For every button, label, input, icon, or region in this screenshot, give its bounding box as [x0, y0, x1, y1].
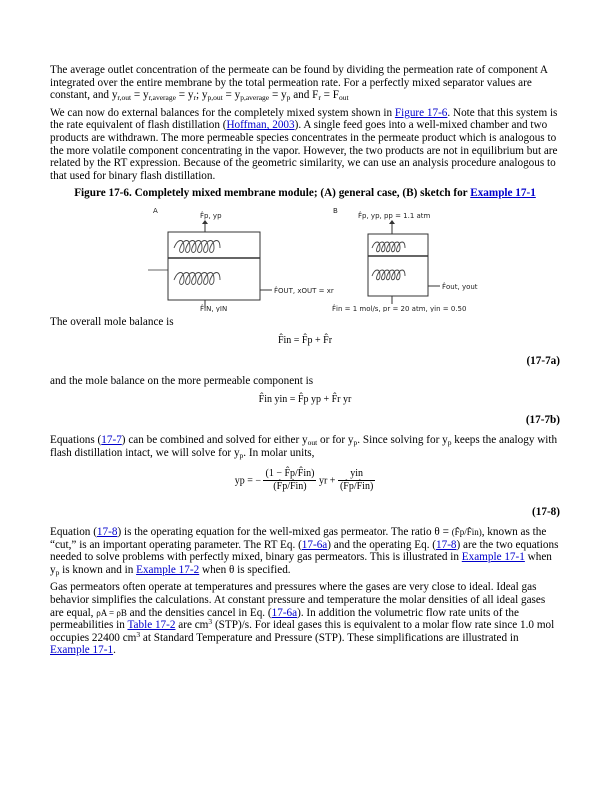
- p1-tail-segment: = y: [269, 89, 287, 102]
- equation-17-8: yp = − $\frac{(1 - F̂p/F̂in)}{(F̂p/F̂in)}$ yr + $\frac{\text{yin}}{(F̂p/F̂in)}$: [234, 467, 374, 493]
- link-table-17-2[interactable]: Table 17-2: [127, 619, 176, 632]
- mixer-coil-a-bottom: [174, 272, 220, 284]
- p1-tail-segment: = y: [222, 89, 241, 102]
- link-equation-17-6a-second[interactable]: 17-6a: [271, 606, 298, 619]
- link-hoffman-2003[interactable]: Hoffman, 2003: [226, 119, 295, 132]
- equation-number-17-7b: (17-7b): [525, 413, 560, 426]
- link-example-17-1-final[interactable]: Example 17-1: [50, 644, 114, 657]
- paragraph-combine-equations: Equations (17-7) can be combined and solved for either $y_{out}$ or for $y_p$. Since solving for $y_p$ keeps the analogy with flash distillation intact, we will solve for $y_p$. In molar units,: [50, 434, 558, 460]
- figure-a-outlet-label: F̂OUT, xOUT = xr: [274, 286, 334, 295]
- p1-tail-segment: r: [318, 93, 321, 103]
- figure-b-outlet-label: F̂out, yout: [442, 282, 478, 291]
- link-example-17-1[interactable]: Example 17-1: [461, 551, 525, 564]
- paragraph-component-balance: and the mole balance on the more permeable component is: [50, 375, 314, 388]
- p1-tail-segment: = y: [131, 89, 149, 102]
- p1-tail-segment: p,average: [240, 93, 270, 103]
- link-example-17-1-caption[interactable]: Example 17-1: [470, 187, 536, 200]
- p1-tail-segment: = F: [320, 89, 339, 102]
- p1-tail-segment: r,out: [117, 93, 132, 103]
- paragraph-overall-balance: The overall mole balance is: [50, 315, 174, 328]
- module-a-box: [168, 232, 260, 300]
- paragraph-external-balances: We can now do external balances for the completely mixed system shown in Figure 17-6. Note that this system is the rate equivalent of flash distillation (Hoffman, 2003). A single feed goes into a well-mixed chamber and two products are withdrawn. The more permeable species concentrates in the permeate product which is analogous to the more volatile component concentrating in the vapor. However, the two products are not in equilibrium but are related by the RT expression. Because of the geometric similarity, we can use an analysis procedure analogous to that used for binary flash distillation.: [50, 106, 558, 182]
- figure-a-permeate-label: F̂p, yp: [200, 211, 222, 220]
- p1-tail-segment: out: [339, 93, 349, 103]
- membrane-module-diagram: [50, 204, 560, 312]
- link-example-17-2[interactable]: Example 17-2: [136, 563, 200, 576]
- mixer-coil-a-top: [174, 240, 220, 252]
- p1-tail-segment: r,average: [148, 93, 176, 103]
- module-b-box: [368, 234, 428, 296]
- paragraph-average-outlet: The average outlet concentration of the permeate can be found by dividing the permeation rate of component A integrated over the entire membrane by the total permeation rate. For a perfectly mixed separator values are constant, and $y_{r,out} = y_{r,average} = y_r$; $y_{p,out} = y_{p,average} = y_p$ and $F_r = F_{out}$: [50, 64, 548, 103]
- p1-tail-segment: p: [286, 93, 291, 103]
- figure-17-6: [50, 204, 560, 312]
- link-equation-17-8-second[interactable]: 17-8: [436, 538, 457, 551]
- equation-number-17-8: (17-8): [532, 505, 560, 518]
- figure-caption: Figure 17-6. Completely mixed membrane module; (A) general case, (B) sketch for Example 17-1: [74, 187, 536, 200]
- p1-tail-segment: = y: [175, 89, 194, 102]
- equation-17-7b: F̂in yin = F̂p yp + F̂r yr: [258, 393, 352, 405]
- p1-tail-segment: r: [193, 93, 196, 103]
- p1-tail-segment: ; y: [195, 89, 208, 102]
- equation-number-17-7a: (17-7a): [526, 354, 560, 367]
- figure-label-b: B: [333, 206, 338, 215]
- mixer-coil-b-top: [372, 242, 405, 252]
- document-page: [50, 64, 560, 662]
- link-equation-17-8[interactable]: 17-8: [96, 526, 118, 539]
- p1-tail-segment: p,out: [207, 93, 223, 103]
- link-equation-17-6a[interactable]: 17-6a: [301, 538, 328, 551]
- mixer-coil-b-bottom: [372, 270, 405, 280]
- arrow-head-b-permeate: [389, 220, 395, 224]
- p1-tail-segment: and F: [290, 89, 319, 102]
- figure-label-a: A: [153, 206, 158, 215]
- fraction-cut-complement: $\frac{(1 - F̂p/F̂in)}{(F̂p/F̂in)}$: [265, 467, 315, 493]
- paragraph-ideal-gases: Gas permeators often operate at temperatures and pressures where the gases are very close to ideal. Ideal gas behavior simplifies the calculations. At constant pressure and temperature the molar densities of all ideal gases are equal, ρA = ρB and the densities cancel in Eq. (17-6a). In addition the volumetric flow rate units of the permeabilities in Table 17-2 are $cm^3$ (STP)/s. For ideal gases this is equivalent to a molar flow rate since 1.0 mol occupies 22400 $cm^3$ at Standard Temperature and Pressure (STP). These simplifications are illustrated in Example 17-1.: [50, 581, 555, 657]
- equation-17-7a: F̂in = F̂p + F̂r: [277, 334, 333, 346]
- figure-b-permeate-label: F̂p, yp, pp = 1.1 atm: [358, 211, 431, 220]
- arrow-head-a-permeate: [202, 220, 208, 224]
- paragraph-operating-equation: Equation (17-8) is the operating equation for the well-mixed gas permeator. The ratio θ = (F̂p/F̂in), known as the “cut,” is an important operating parameter. The RT Eq. (17-6a) and the operating Eq. (17-8) are the two equations needed to solve problems with perfectly mixed, binary gas permeators. This is illustrated in Example 17-1 when $y_p$ is known and in Example 17-2 when θ is specified.: [50, 526, 559, 577]
- figure-b-feed-label: F̂in = 1 mol/s, pr = 20 atm, yin = 0.50: [332, 304, 467, 312]
- paragraph-average-outlet-equations: [117, 89, 348, 101]
- link-figure-17-6[interactable]: Figure 17-6: [394, 106, 448, 119]
- figure-a-feed-label: F̂IN, yIN: [200, 304, 228, 312]
- fraction-feed-over-cut: $\frac{\text{yin}}{(F̂p/F̂in)}$: [339, 467, 374, 493]
- link-equation-17-7[interactable]: 17-7: [101, 434, 122, 447]
